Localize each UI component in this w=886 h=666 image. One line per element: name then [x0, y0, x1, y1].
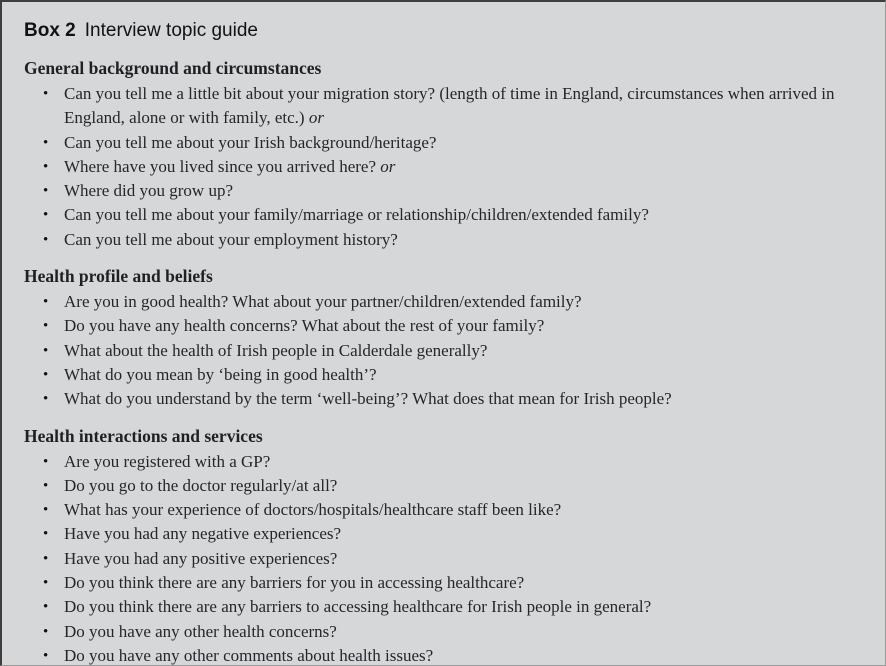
- bullet-icon: •: [43, 453, 49, 470]
- bullet-icon: •: [43, 366, 49, 383]
- topic-section: [24, 264, 865, 411]
- bullet-icon: •: [43, 647, 49, 664]
- bullet-item-text: [64, 646, 433, 665]
- list-item: [24, 339, 865, 363]
- bullet-icon: •: [43, 207, 49, 224]
- list-item: [24, 155, 865, 179]
- italic-run: or: [308, 108, 324, 128]
- bullet-item-text: [64, 341, 487, 360]
- bullet-icon: •: [43, 318, 49, 335]
- text-run: Are you in good health? What about your partner/children/extended family?: [64, 292, 582, 312]
- bullet-icon: •: [43, 391, 49, 408]
- bullet-item-text: [64, 573, 524, 592]
- bullet-icon: •: [43, 231, 49, 248]
- bullet-item-text: [64, 549, 337, 568]
- bullet-icon: •: [43, 342, 49, 359]
- list-item: [24, 387, 865, 411]
- bullet-item-text: [64, 622, 337, 641]
- bullet-item-text: [64, 452, 270, 471]
- bullet-icon: •: [43, 134, 49, 151]
- bullet-item-text: [64, 292, 582, 311]
- list-item: [24, 474, 865, 498]
- bullet-icon: •: [43, 502, 49, 519]
- bullet-item-text: [64, 476, 337, 495]
- list-item: [24, 498, 865, 522]
- section-heading: Health profile and beliefs: [24, 266, 213, 287]
- bullet-icon: •: [43, 86, 49, 102]
- list-item: [24, 571, 865, 595]
- bullet-item-text: [64, 316, 544, 335]
- section-heading: General background and circumstances: [24, 58, 322, 78]
- bullet-icon: •: [43, 526, 49, 543]
- text-run: What about the health of Irish people in Calderdale generally?: [64, 340, 488, 360]
- text-run: Can you tell me about your employment history?: [64, 229, 398, 249]
- list-item: [24, 644, 865, 666]
- bullet-icon: •: [43, 575, 49, 592]
- bullet-icon: •: [43, 550, 49, 567]
- list-item: [24, 203, 865, 227]
- bullet-item-text: [64, 365, 377, 384]
- text-run: Have you had any negative experiences?: [64, 524, 342, 544]
- bullet-list: [24, 450, 865, 666]
- text-run: Do you think there are any barriers to accessing healthcare for Irish people in general?: [64, 597, 652, 617]
- text-run: Can you tell me about your family/marriage or relationship/children/extended family?: [64, 205, 649, 225]
- list-item: [24, 179, 865, 203]
- text-run: Are you registered with a GP?: [64, 451, 271, 471]
- list-item: [24, 522, 865, 546]
- bullet-item-text: [64, 157, 395, 176]
- bullet-item-text: [64, 133, 436, 152]
- box-title-text: Interview topic guide: [84, 20, 258, 41]
- bullet-item-text: [64, 389, 672, 408]
- list-item: [24, 595, 865, 619]
- section-heading: Health interactions and services: [24, 425, 263, 446]
- bullet-icon: •: [43, 623, 49, 640]
- bullet-item-text: [64, 181, 233, 200]
- bullet-icon: •: [43, 158, 49, 175]
- list-item: [24, 82, 865, 131]
- bullet-item-text: [64, 597, 651, 616]
- text-run: What has your experience of doctors/hospitals/healthcare staff been like?: [64, 500, 562, 520]
- text-run: Do you think there are any barriers for you in accessing healthcare?: [64, 573, 525, 593]
- list-item: [24, 547, 865, 571]
- topic-guide-sections: [24, 56, 865, 666]
- list-item: [24, 450, 865, 474]
- bullet-item-text: [64, 230, 398, 249]
- list-item: [24, 228, 865, 252]
- text-run: Do you have any other health concerns?: [64, 621, 337, 641]
- list-item: [24, 314, 865, 338]
- bullet-list: [24, 290, 865, 411]
- topic-section: [24, 424, 865, 666]
- list-item: [24, 363, 865, 387]
- text-run: Where did you grow up?: [64, 181, 234, 201]
- bullet-list: [24, 82, 865, 252]
- bullet-icon: •: [43, 183, 49, 200]
- text-run: Do you go to the doctor regularly/at all?: [64, 475, 338, 495]
- text-run: Can you tell me about your Irish background/heritage?: [64, 132, 437, 152]
- text-run: Do you have any other comments about health issues?: [64, 645, 434, 665]
- bullet-icon: •: [43, 294, 49, 311]
- list-item: [24, 290, 865, 314]
- text-run: Have you had any positive experiences?: [64, 548, 338, 568]
- list-item: [24, 131, 865, 155]
- text-run: What do you mean by ‘being in good health’?: [64, 364, 377, 384]
- box-number-label: Box 2: [24, 20, 76, 41]
- bullet-item-text: [64, 524, 341, 543]
- italic-run: or: [380, 156, 396, 176]
- box-title: [24, 18, 865, 44]
- bullet-item-text: [64, 84, 834, 127]
- bullet-item-text: [64, 205, 649, 224]
- bullet-item-text: [64, 500, 561, 519]
- topic-section: [24, 56, 865, 252]
- bullet-icon: •: [43, 599, 49, 616]
- text-run: Do you have any health concerns? What about the rest of your family?: [64, 316, 545, 336]
- text-run: Can you tell me a little bit about your migration story? (length of time in England, circumstances when arrived in England, alone or with family, etc.): [64, 84, 835, 128]
- text-run: Where have you lived since you arrived here?: [64, 156, 381, 176]
- text-run: What do you understand by the term ‘well-being’? What does that mean for Irish people?: [64, 389, 672, 409]
- bullet-icon: •: [43, 477, 49, 494]
- list-item: [24, 620, 865, 644]
